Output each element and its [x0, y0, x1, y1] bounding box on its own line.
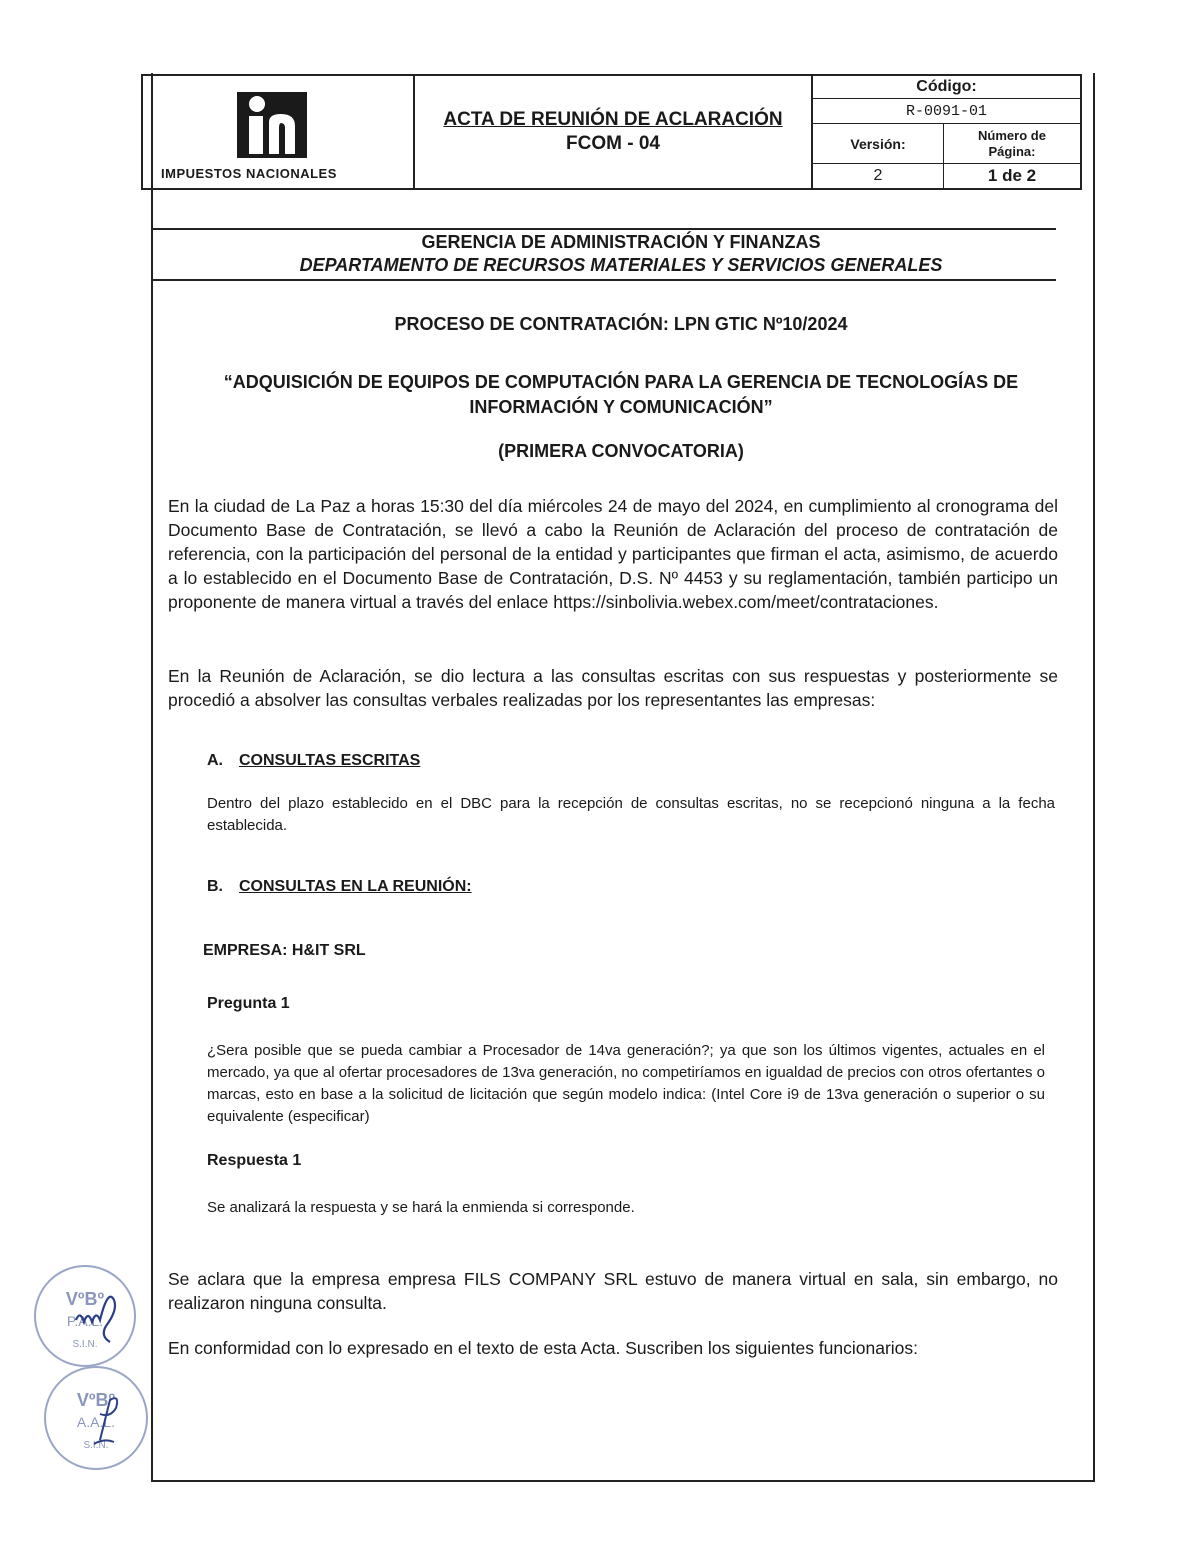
- document-header: [141, 74, 1082, 190]
- section-a-letter: A.: [207, 752, 223, 769]
- impuestos-logo-icon: [237, 92, 307, 158]
- section-b-heading: [207, 878, 472, 896]
- title-line-2: FCOM - 04: [566, 133, 660, 154]
- logo-text: IMPUESTOS NACIONALES: [161, 166, 337, 181]
- divider: [151, 279, 1056, 281]
- intro-paragraph: En la ciudad de La Paz a horas 15:30 del día miércoles 24 de mayo del 2024, en cumplimiento al cronograma del Documento Base de Contratación, se llevó a cabo la Reunión de Aclaración del proceso de contratación de referencia, con la participación del personal de la entidad y participantes que firman el acta, asimismo, de acuerdo a lo establecido en el Documento Base de Contratación, D.S. Nº 4453 y su reglamentación, también participo un proponente de manera virtual a través del enlace https://sinbolivia.webex.com/meet/contrataciones.: [168, 496, 1058, 612]
- company-label: EMPRESA: H&IT SRL: [203, 942, 366, 959]
- process-name-line-1: “ADQUISICIÓN DE EQUIPOS DE COMPUTACIÓN PARA LA GERENCIA DE TECNOLOGÍAS DE: [223, 372, 1019, 392]
- process-name-line-2: INFORMACIÓN Y COMUNICACIÓN”: [469, 397, 773, 417]
- signature-initials-icon: [70, 1280, 130, 1350]
- answer-label: Respuesta 1: [207, 1152, 302, 1169]
- section-b-title: CONSULTAS EN LA REUNIÓN:: [239, 878, 472, 895]
- codigo-label: Código:: [813, 76, 1080, 99]
- divider: [151, 228, 1056, 230]
- section-a-title: CONSULTAS ESCRITAS: [239, 752, 421, 769]
- stamp-line-1: VºBº: [76, 1390, 116, 1410]
- process-title: PROCESO DE CONTRATACIÓN: LPN GTIC Nº10/2024: [394, 314, 848, 334]
- document-title: [415, 76, 813, 188]
- document-metadata: [813, 76, 1080, 188]
- pagina-label-1: Número de: [978, 127, 1046, 143]
- clarification-paragraph: Se aclara que la empresa empresa FILS COMPANY SRL estuvo de manera virtual en sala, sin embargo, no realizaron ninguna consulta.: [168, 1269, 1058, 1313]
- answer-text: Se analizará la respuesta y se hará la enmienda si corresponde.: [207, 1199, 635, 1216]
- stamp-line-2: A.A.L.: [76, 1414, 116, 1430]
- section-a-text: Dentro del plazo establecido en el DBC para la recepción de consultas escritas, no se recepcionó ninguna a la fecha establecida.: [207, 795, 1055, 834]
- pagina-label: [944, 124, 1080, 164]
- call-label: (PRIMERA CONVOCATORIA): [498, 441, 744, 461]
- stamp-line-3: S.I.N.: [83, 1440, 109, 1451]
- codigo-value: R-0091-01: [813, 99, 1080, 124]
- title-line-1: ACTA DE REUNIÓN DE ACLARACIÓN: [443, 109, 783, 130]
- stamp-line-1: VºBº: [65, 1289, 105, 1309]
- department-block: [151, 232, 1091, 276]
- signature-initials-icon: [80, 1390, 130, 1450]
- pagina-value: 1 de 2: [987, 166, 1037, 185]
- version-value: 2: [813, 164, 944, 188]
- question-text: ¿Sera posible que se pueda cambiar a Procesador de 14va generación?; ya que son los últimos vigentes, actuales en el mercado, ya que al ofertar procesadores de 13va generación, no competiríamos en igualdad de precios con otros ofertantes o marcas, esto en base a la solicitud de licitación que según modelo indica: (Intel Core i9 de 13va generación o superior o su equivalente (especificar): [207, 1042, 1046, 1125]
- stamp-line-3: S.I.N.: [72, 1339, 98, 1350]
- reading-paragraph: En la Reunión de Aclaración, se dio lectura a las consultas escritas con sus respuestas y posteriormente se procedió a absolver las consultas verbales realizadas por los representantes las empresas:: [168, 666, 1058, 710]
- question-label: Pregunta 1: [207, 995, 290, 1012]
- section-a-heading: [207, 752, 420, 770]
- department-line-1: GERENCIA DE ADMINISTRACIÓN Y FINANZAS: [421, 232, 821, 252]
- stamp-line-2: P.A.L.: [66, 1313, 104, 1329]
- conformity-paragraph: En conformidad con lo expresado en el texto de esta Acta. Suscriben los siguientes funcionarios:: [168, 1338, 919, 1358]
- logo-cell: [143, 76, 415, 188]
- version-label: Versión:: [813, 124, 944, 164]
- pagina-label-2: Página:: [988, 143, 1036, 159]
- process-name: [151, 370, 1091, 420]
- section-b-letter: B.: [207, 878, 223, 895]
- department-line-2: DEPARTAMENTO DE RECURSOS MATERIALES Y SERVICIOS GENERALES: [299, 255, 943, 275]
